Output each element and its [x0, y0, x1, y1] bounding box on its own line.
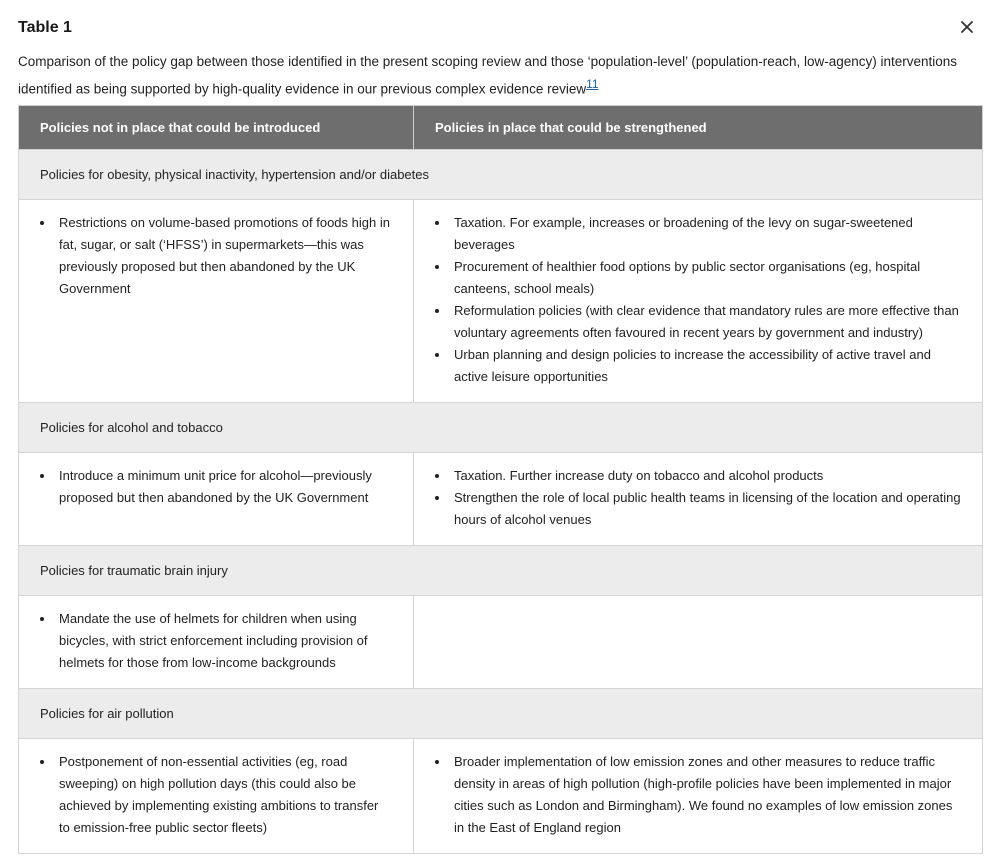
section-header-row — [19, 688, 983, 738]
section-heading: Policies for obesity, physical inactivity, hypertension and/or diabetes — [19, 149, 983, 199]
policy-list — [435, 465, 961, 531]
list-item: • Taxation. Further increase duty on tobacco and alcohol products — [450, 465, 961, 487]
list-item: • Broader implementation of low emission zones and other measures to reduce traffic density in areas of high pollution (high-profile policies have been implemented in major cities such as London and Birmingham). We found no examples of low emission zones in the East of England region — [450, 751, 961, 839]
list-item: • Procurement of healthier food options by public sector organisations (eg, hospital canteens, school meals) — [450, 256, 961, 300]
column-header: Policies in place that could be strengthened — [414, 105, 983, 149]
list-item: • Reformulation policies (with clear evidence that mandatory rules are more effective than voluntary agreements often favoured in recent years by government and industry) — [450, 300, 961, 344]
section-heading: Policies for alcohol and tobacco — [19, 402, 983, 452]
list-item: • Urban planning and design policies to increase the accessibility of active travel and active leisure opportunities — [450, 344, 961, 388]
policy-list — [40, 212, 392, 300]
list-item: • Restrictions on volume-based promotions of foods high in fat, sugar, or salt (‘HFSS’) in supermarkets—this was previously proposed but then abandoned by the UK Government — [55, 212, 392, 300]
in-place-cell — [414, 452, 983, 545]
section-header-row — [19, 402, 983, 452]
not-in-place-cell — [19, 595, 414, 688]
policy-list — [435, 212, 961, 388]
list-item: • Postponement of non-essential activities (eg, road sweeping) on high pollution days (this could also be achieved by implementing existing ambitions to transfer to emission-free public sector fleets) — [55, 751, 392, 839]
reference-link[interactable]: 11 — [586, 77, 599, 91]
list-item: • Strengthen the role of local public health teams in licensing of the location and operating hours of alcohol venues — [450, 487, 961, 531]
in-place-cell — [414, 595, 983, 688]
section-header-row — [19, 149, 983, 199]
section-heading: Policies for traumatic brain injury — [19, 545, 983, 595]
not-in-place-cell — [19, 452, 414, 545]
policy-list — [40, 608, 392, 674]
dialog-header — [18, 0, 982, 38]
caption-text: Comparison of the policy gap between those identified in the present scoping review and those ‘population-level’ (population-reach, low-agency) interventions identified as being supported by high-quality evidence in our previous complex evidence review — [18, 54, 958, 97]
policy-list — [40, 465, 392, 509]
table-body — [19, 149, 983, 853]
table-header-row — [19, 105, 983, 149]
table-row — [19, 199, 983, 402]
column-header: Policies not in place that could be introduced — [19, 105, 414, 149]
table-row — [19, 452, 983, 545]
not-in-place-cell — [19, 199, 414, 402]
close-button[interactable] — [956, 16, 978, 38]
list-item: • Taxation. For example, increases or broadening of the levy on sugar-sweetened beverages — [450, 212, 961, 256]
table-row — [19, 738, 983, 853]
list-item: • Introduce a minimum unit price for alcohol—previously proposed but then abandoned by the UK Government — [55, 465, 392, 509]
policy-table — [18, 105, 983, 854]
list-item: • Mandate the use of helmets for children when using bicycles, with strict enforcement including provision of helmets for those from low-income backgrounds — [55, 608, 392, 674]
close-icon — [956, 16, 978, 38]
policy-list — [435, 751, 961, 839]
not-in-place-cell — [19, 738, 414, 853]
in-place-cell — [414, 199, 983, 402]
section-heading: Policies for air pollution — [19, 688, 983, 738]
table-title: Table 1 — [18, 19, 72, 36]
in-place-cell — [414, 738, 983, 853]
policy-list — [40, 751, 392, 839]
table-row — [19, 595, 983, 688]
table-caption — [18, 50, 982, 101]
section-header-row — [19, 545, 983, 595]
